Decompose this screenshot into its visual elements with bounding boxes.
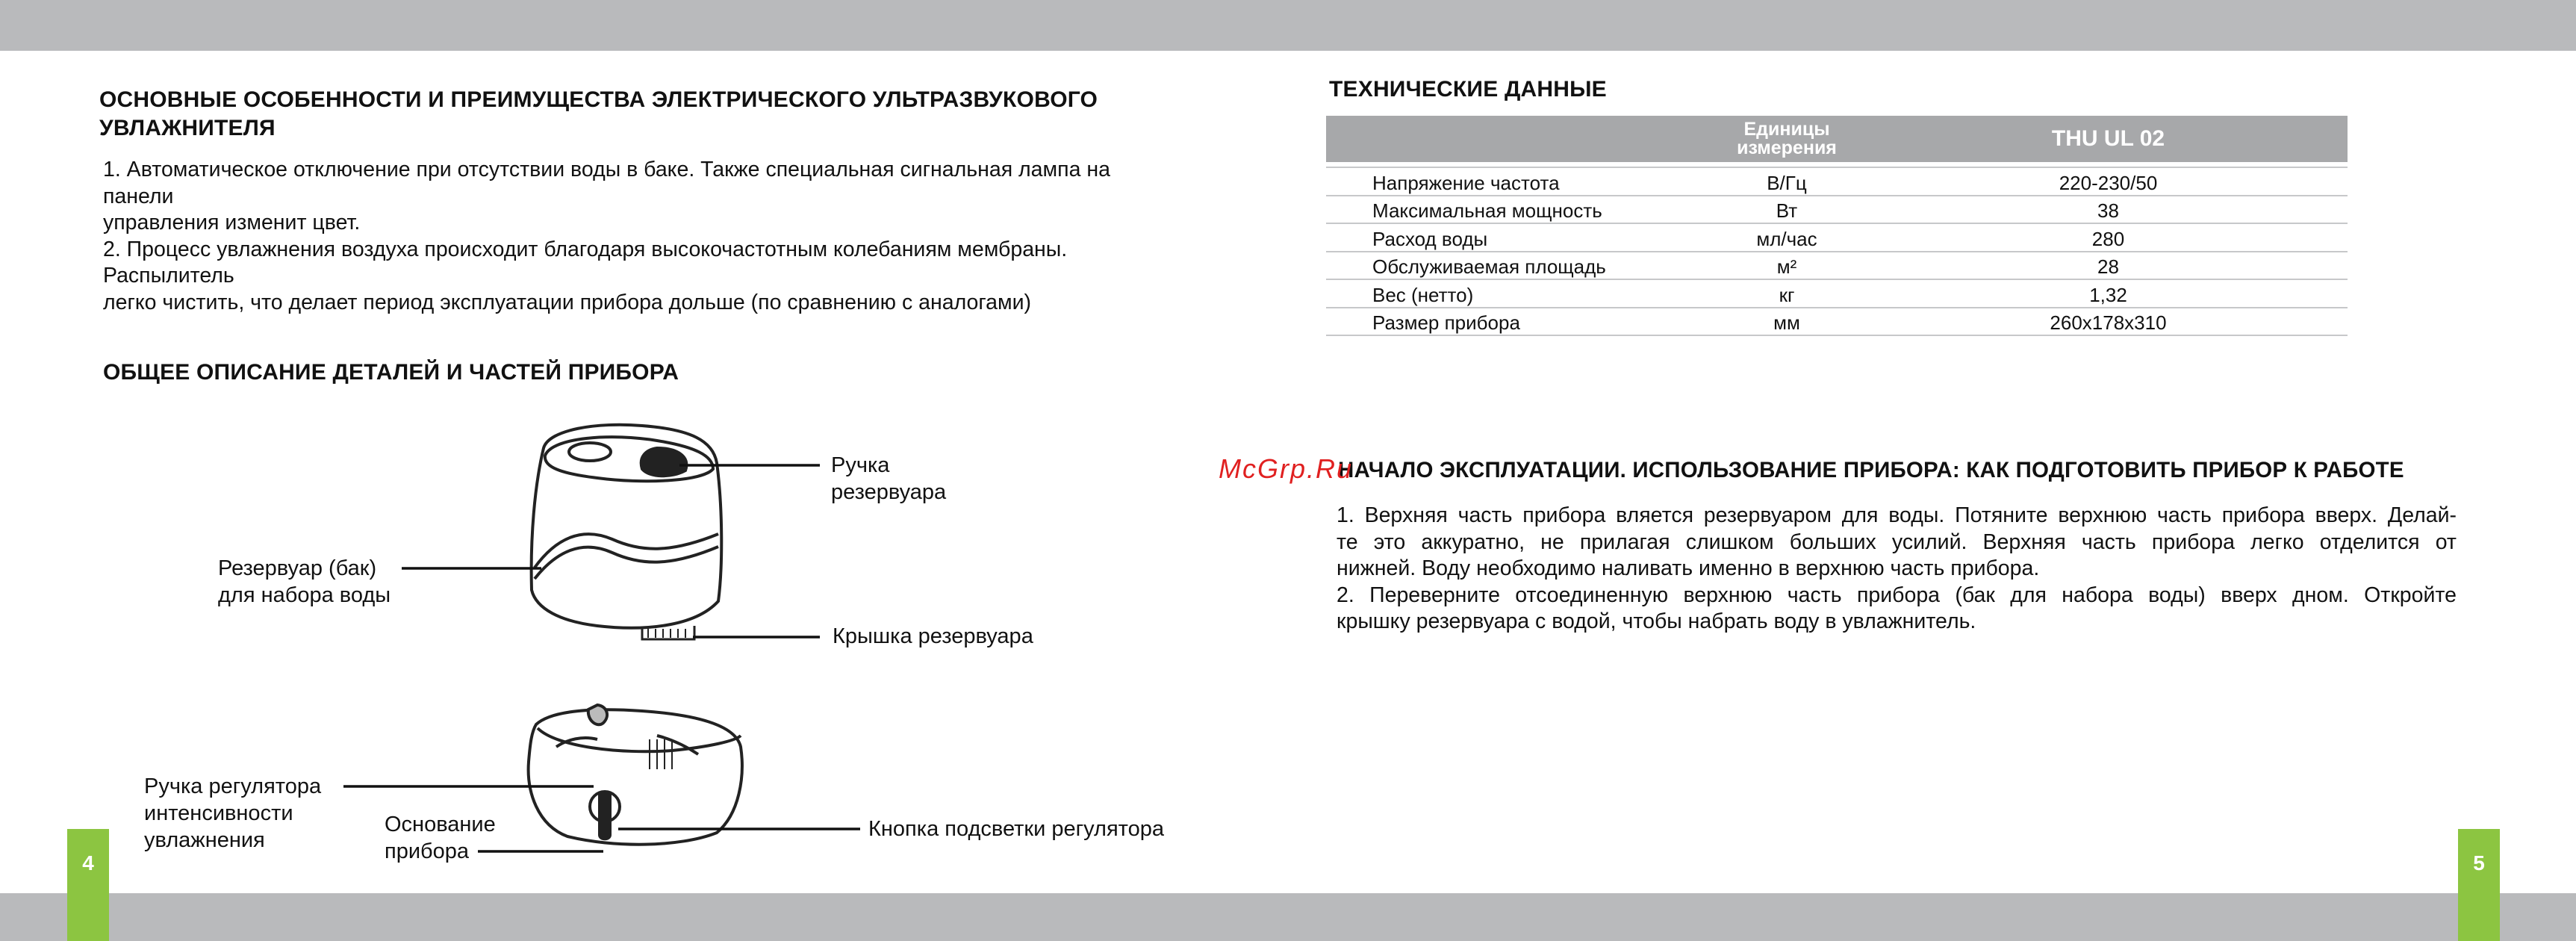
features-line: легко чистить, что делает период эксплуатации прибора дольше (по сравнению с аналогами) bbox=[103, 290, 1032, 314]
usage-line: те это аккуратно, не прилагая слишком больших усилий. Верхняя часть прибора легко отделится от bbox=[1337, 529, 2457, 554]
usage-text bbox=[1337, 503, 2457, 636]
parts-heading: ОБЩЕЕ ОПИСАНИЕ ДЕТАЛЕЙ И ЧАСТЕЙ ПРИБОРА bbox=[103, 360, 679, 385]
features-line: управления изменит цвет. bbox=[103, 211, 361, 235]
page-number-right: 5 bbox=[2458, 829, 2500, 941]
specs-header-blank bbox=[1326, 116, 1705, 162]
specs-header-model: THU UL 02 bbox=[1869, 116, 2348, 162]
table-row: Обслуживаемая площадь м² 28 bbox=[1326, 252, 2348, 280]
page-number-left: 4 bbox=[67, 829, 109, 941]
specs-gap-row bbox=[1326, 162, 2348, 167]
table-row: Расход воды мл/час 280 bbox=[1326, 223, 2348, 252]
table-row: Вес (нетто) кг 1,32 bbox=[1326, 279, 2348, 308]
tank-handle-shape bbox=[641, 448, 687, 476]
label-tank-handle: Ручка резервуара bbox=[831, 453, 947, 504]
usage-line: нижней. Воду необходимо наливать именно в верхнюю часть прибора. bbox=[1337, 556, 2040, 580]
label-backlight-button: Кнопка подсветки регулятора bbox=[868, 817, 1165, 841]
features-line: 2. Процесс увлажнения воздуха происходит благодаря высокочастотным колебаниям мембраны. bbox=[103, 237, 1068, 261]
label-tank: Резервуар (бак) для набора воды bbox=[218, 556, 391, 607]
base-body bbox=[529, 709, 742, 844]
specs-header-row bbox=[1326, 116, 2348, 162]
features-heading: ОСНОВНЫЕ ОСОБЕННОСТИ И ПРЕИМУЩЕСТВА ЭЛЕКТРИЧЕСКОГО УЛЬТРАЗВУКОВОГО УВЛАЖНИТЕЛЯ bbox=[99, 87, 1098, 141]
table-row: Максимальная мощность Вт 38 bbox=[1326, 196, 2348, 224]
label-base: Основание прибора bbox=[385, 813, 496, 863]
specs-table bbox=[1326, 116, 2348, 336]
usage-line: 2. Переверните отсоединенную верхнюю часть прибора (бак для набора воды) вверх дном. Откройте bbox=[1337, 583, 2457, 607]
label-regulator-knob: Ручка регулятора интенсивности увлажнения bbox=[144, 774, 322, 852]
label-tank-cap: Крышка резервуара bbox=[833, 624, 1033, 648]
table-row: Размер прибора мм 260x178x310 bbox=[1326, 308, 2348, 336]
watermark: McGrp.Ru bbox=[1219, 453, 1354, 484]
usage-heading: НАЧАЛО ЭКСПЛУАТАЦИИ. ИСПОЛЬЗОВАНИЕ ПРИБОРА: КАК ПОДГОТОВИТЬ ПРИБОР К РАБОТЕ bbox=[1338, 458, 2404, 482]
base-mist-nozzle bbox=[588, 705, 607, 724]
tank-top-ellipse bbox=[545, 437, 713, 481]
specs-heading: ТЕХНИЧЕСКИЕ ДАННЫЕ bbox=[1329, 77, 1607, 102]
usage-line: крышку резервуара с водой, чтобы набрать воду в увлажнитель. bbox=[1337, 609, 1976, 633]
features-line: панели bbox=[103, 184, 174, 208]
table-row: Напряжение частота В/Гц 220-230/50 bbox=[1326, 167, 2348, 196]
tank-wave bbox=[535, 534, 718, 568]
features-line: Распылитель bbox=[103, 264, 234, 288]
usage-line: 1. Верхняя часть прибора вляется резервуаром для воды. Потяните верхнюю часть прибора вверх. Делай- bbox=[1337, 503, 2457, 527]
features-line: 1. Автоматическое отключение при отсутствии воды в баке. Также специальная сигнальная лампа на bbox=[103, 158, 1110, 181]
tank-body bbox=[532, 425, 722, 628]
specs-header-units: Единицы измерения bbox=[1705, 116, 1869, 162]
